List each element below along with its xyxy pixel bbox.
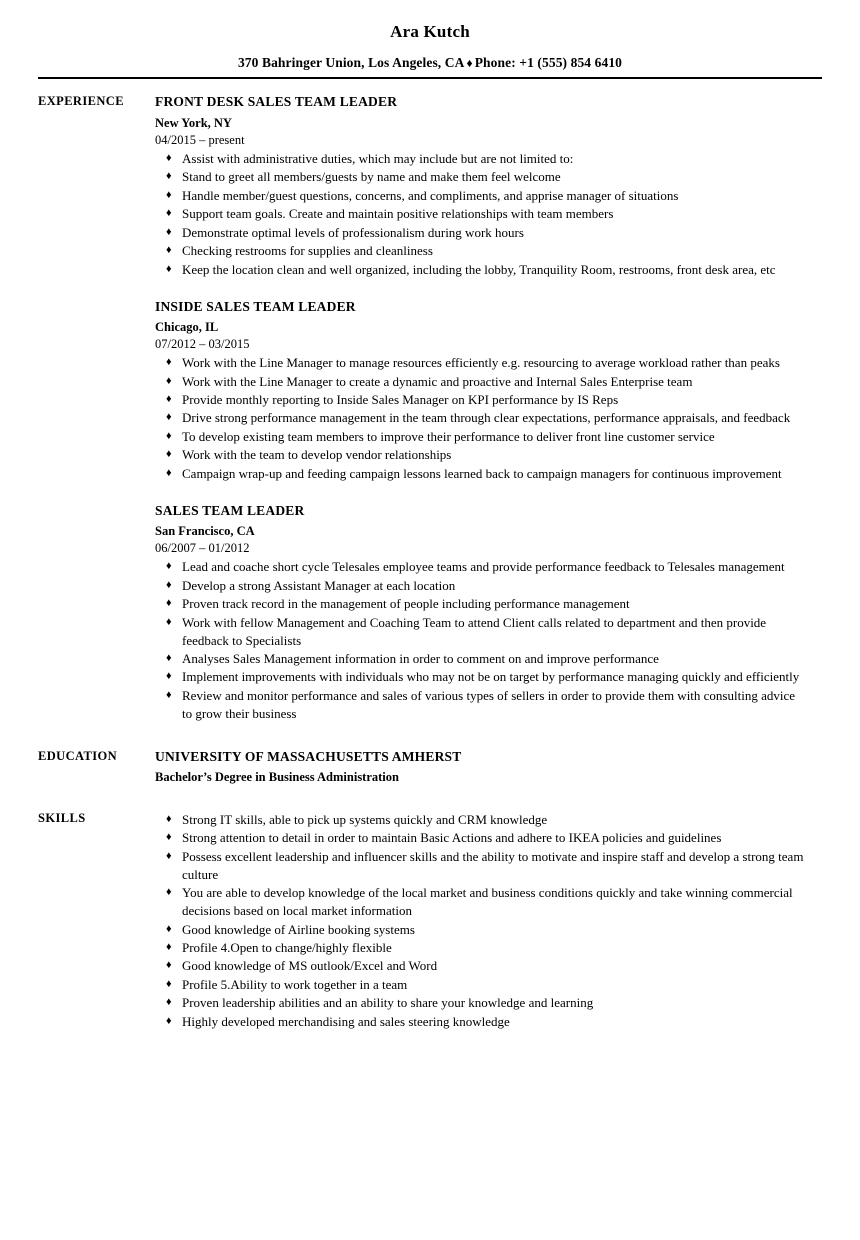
diamond-bullet-icon: ♦ — [166, 374, 172, 387]
resume-body — [0, 79, 860, 1031]
job-bullet — [155, 687, 806, 723]
job-bullet-text: Analyses Sales Management information in order to comment on and improve performance — [182, 650, 659, 666]
job-bullet-text: Implement improvements with individuals who may not be on target by performance managing quickly and efficiently — [182, 669, 800, 685]
job-bullet — [155, 465, 806, 483]
skill-bullet-text: Profile 4.Open to change/highly flexible — [182, 940, 392, 956]
job-title: SALES TEAM LEADER — [155, 502, 305, 518]
job-dates: 04/2015 – present — [155, 133, 245, 148]
job-bullet — [155, 577, 806, 595]
experience-entry — [155, 93, 806, 278]
diamond-bullet-icon: ♦ — [166, 688, 172, 701]
skill-bullet-text: Profile 5.Ability to work together in a team — [182, 976, 408, 992]
job-bullet — [155, 558, 806, 576]
job-dates: 07/2012 – 03/2015 — [155, 337, 250, 352]
skill-bullet — [155, 848, 806, 884]
section-label-skills: SKILLS — [38, 810, 86, 825]
job-location: New York, NY — [155, 115, 232, 130]
experience-entry — [155, 502, 806, 723]
job-bullet — [155, 595, 806, 613]
experience-entries — [155, 93, 806, 723]
job-bullet-text: Lead and coache short cycle Telesales employee teams and provide performance feedback to Telesales management — [182, 559, 785, 575]
section-experience — [38, 93, 806, 723]
diamond-bullet-icon: ♦ — [166, 615, 172, 628]
job-bullet-text: Proven track record in the management of people including performance management — [182, 596, 630, 612]
job-bullet — [155, 242, 806, 260]
job-bullet-list — [155, 354, 806, 483]
job-bullet — [155, 428, 806, 446]
job-bullet — [155, 205, 806, 223]
diamond-bullet-icon: ♦ — [166, 922, 172, 935]
diamond-bullet-icon: ♦ — [166, 996, 172, 1009]
diamond-bullet-icon: ♦ — [166, 578, 172, 591]
contact-line — [0, 55, 860, 71]
job-bullet — [155, 373, 806, 391]
experience-entry — [155, 298, 806, 483]
job-location: San Francisco, CA — [155, 523, 255, 538]
skill-bullet — [155, 976, 806, 994]
job-bullet — [155, 391, 806, 409]
diamond-bullet-icon: ♦ — [166, 170, 172, 183]
skill-bullet — [155, 1013, 806, 1031]
diamond-bullet-icon: ♦ — [166, 849, 172, 862]
job-location: Chicago, IL — [155, 319, 219, 334]
diamond-bullet-icon: ♦ — [166, 466, 172, 479]
job-bullet-text: Handle member/guest questions, concerns, and compliments, and apprise manager of situations — [182, 187, 679, 203]
job-bullet-text: Provide monthly reporting to Inside Sales Manager on KPI performance by IS Reps — [182, 392, 619, 408]
diamond-bullet-icon: ♦ — [166, 262, 172, 275]
job-bullet-text: Checking restrooms for supplies and cleanliness — [182, 243, 433, 259]
job-bullet-list — [155, 150, 806, 279]
diamond-bullet-icon: ♦ — [166, 244, 172, 257]
diamond-bullet-icon: ♦ — [166, 812, 172, 825]
job-bullet — [155, 168, 806, 186]
job-bullet-text: Assist with administrative duties, which may include but are not limited to: — [182, 150, 574, 166]
diamond-bullet-icon: ♦ — [166, 207, 172, 220]
diamond-bullet-icon: ♦ — [166, 1014, 172, 1027]
section-education — [38, 748, 806, 787]
section-label-experience: EXPERIENCE — [38, 94, 124, 109]
job-bullet-text: Work with the Line Manager to manage resources efficiently e.g. resourcing to average workload rather than peaks — [182, 355, 780, 371]
skill-bullet — [155, 939, 806, 957]
job-bullet-text: Work with the Line Manager to create a dynamic and proactive and Internal Sales Enterprise team — [182, 373, 693, 389]
job-bullet — [155, 614, 806, 650]
job-bullet — [155, 224, 806, 242]
skill-bullet-text: You are able to develop knowledge of the local market and business conditions quickly and take winning commercial decisions based on local market information — [182, 885, 793, 919]
job-bullet-text: Drive strong performance management in the team through clear expectations, performance appraisals, and feedback — [182, 410, 791, 426]
job-bullet-text: Review and monitor performance and sales of various types of sellers in order to provide them with consulting advice to grow their business — [182, 687, 795, 721]
diamond-bullet-icon: ♦ — [166, 356, 172, 369]
diamond-bullet-icon: ♦ — [166, 188, 172, 201]
resume-header — [0, 0, 860, 79]
skill-bullet-text: Strong attention to detail in order to maintain Basic Actions and adhere to IKEA policies and guidelines — [182, 830, 722, 846]
education-degree: Bachelor’s Degree in Business Administration — [155, 770, 399, 785]
job-bullet-list — [155, 558, 806, 722]
job-bullet — [155, 261, 806, 279]
job-bullet — [155, 354, 806, 372]
skill-bullet-text: Good knowledge of Airline booking systems — [182, 921, 415, 937]
diamond-bullet-icon: ♦ — [166, 831, 172, 844]
diamond-bullet-icon: ♦ — [166, 560, 172, 573]
diamond-bullet-icon: ♦ — [166, 393, 172, 406]
job-dates: 06/2007 – 01/2012 — [155, 541, 250, 556]
job-bullet-text: Work with the team to develop vendor relationships — [182, 447, 452, 463]
section-label-education: EDUCATION — [38, 749, 118, 764]
job-bullet — [155, 150, 806, 168]
diamond-bullet-icon: ♦ — [166, 651, 172, 664]
job-bullet — [155, 187, 806, 205]
skill-bullet — [155, 811, 806, 829]
section-skills — [38, 810, 806, 1031]
diamond-bullet-icon: ♦ — [166, 959, 172, 972]
skills-entries — [155, 810, 806, 1031]
diamond-bullet-icon: ♦ — [166, 597, 172, 610]
job-title: INSIDE SALES TEAM LEADER — [155, 298, 356, 314]
education-school: UNIVERSITY OF MASSACHUSETTS AMHERST — [155, 749, 462, 765]
diamond-bullet-icon: ♦ — [166, 886, 172, 899]
job-bullet-text: Work with fellow Management and Coaching Team to attend Client calls related to department and then provide feedback to Specialists — [182, 614, 767, 648]
diamond-bullet-icon: ♦ — [166, 151, 172, 164]
job-bullet-text: To develop existing team members to improve their performance to deliver front line customer service — [182, 428, 715, 444]
skill-bullet-text: Good knowledge of MS outlook/Excel and Word — [182, 958, 438, 974]
job-bullet-text: Campaign wrap-up and feeding campaign lessons learned back to campaign managers for continuous improvement — [182, 465, 782, 481]
contact-phone: Phone: +1 (555) 854 6410 — [474, 55, 623, 71]
job-bullet — [155, 446, 806, 464]
diamond-bullet-icon: ♦ — [166, 225, 172, 238]
education-entries — [155, 748, 806, 787]
skill-bullet — [155, 884, 806, 920]
skill-bullet-text: Highly developed merchandising and sales steering knowledge — [182, 1013, 510, 1029]
job-bullet-text: Demonstrate optimal levels of professionalism during work hours — [182, 224, 524, 240]
contact-address: 370 Bahringer Union, Los Angeles, CA — [237, 55, 465, 71]
job-bullet-text: Support team goals. Create and maintain positive relationships with team members — [182, 206, 614, 222]
diamond-bullet-icon: ♦ — [166, 411, 172, 424]
diamond-bullet-icon: ♦ — [166, 429, 172, 442]
diamond-bullet-icon: ♦ — [166, 670, 172, 683]
skills-bullet-list — [155, 811, 806, 1031]
job-bullet-text: Stand to greet all members/guests by name and make them feel welcome — [182, 169, 561, 185]
job-bullet-text: Keep the location clean and well organized, including the lobby, Tranquility Room, restrooms, front desk area, etc — [182, 261, 776, 277]
candidate-name: Ara Kutch — [390, 22, 470, 41]
diamond-bullet-icon: ♦ — [166, 941, 172, 954]
skill-bullet — [155, 957, 806, 975]
skill-bullet — [155, 921, 806, 939]
skill-bullet-text: Proven leadership abilities and an ability to share your knowledge and learning — [182, 995, 594, 1011]
skill-bullet-text: Possess excellent leadership and influencer skills and the ability to motivate and inspire staff and develop a strong team culture — [182, 848, 804, 882]
skill-bullet — [155, 829, 806, 847]
job-bullet — [155, 668, 806, 686]
job-title: FRONT DESK SALES TEAM LEADER — [155, 94, 398, 110]
job-bullet-text: Develop a strong Assistant Manager at each location — [182, 577, 456, 593]
job-bullet — [155, 409, 806, 427]
diamond-separator-icon: ♦ — [466, 56, 473, 71]
job-bullet — [155, 650, 806, 668]
skill-bullet-text: Strong IT skills, able to pick up systems quickly and CRM knowledge — [182, 811, 548, 827]
diamond-bullet-icon: ♦ — [166, 977, 172, 990]
diamond-bullet-icon: ♦ — [166, 448, 172, 461]
skill-bullet — [155, 994, 806, 1012]
